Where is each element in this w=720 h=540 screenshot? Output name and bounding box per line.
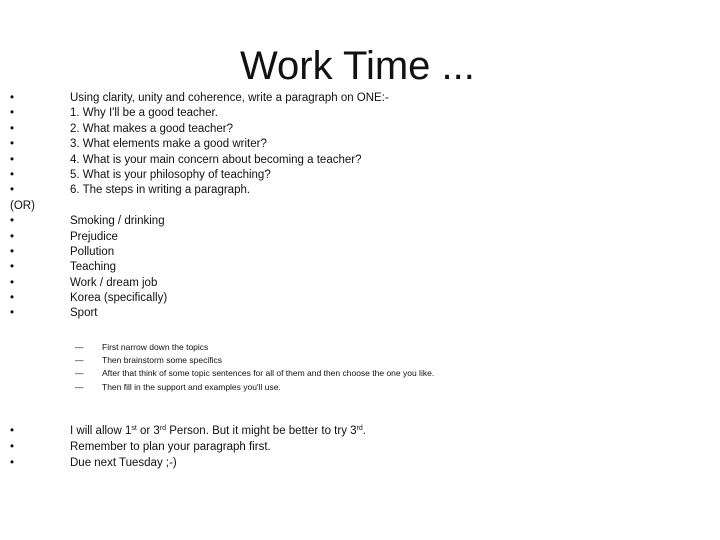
bullet-icon: •: [10, 215, 15, 228]
bullet-icon: •: [10, 138, 15, 151]
bullet-icon: •: [10, 153, 15, 166]
bullet-icon: •: [10, 292, 15, 305]
bullet-icon: •: [10, 184, 15, 197]
bullet-icon: •: [10, 245, 15, 258]
due-note: Due next Tuesday ;-): [70, 457, 177, 470]
bullet-icon: •: [10, 307, 15, 320]
bullet-icon: •: [10, 457, 15, 470]
bullet-icon: •: [10, 425, 15, 437]
bullet-icon: •: [10, 230, 15, 243]
bullet-icon: •: [10, 441, 15, 454]
bullet-icon: •: [10, 92, 15, 104]
plan-note: Remember to plan your paragraph first.: [70, 441, 271, 454]
bullet-icon: •: [10, 107, 15, 120]
dash-icon: —: [75, 342, 84, 352]
slide-title: Work Time ...: [240, 44, 475, 88]
bullet-icon: •: [10, 276, 15, 289]
bullet-icon: •: [10, 168, 15, 181]
person-note: I will allow 1st or 3rd Person. But it might be better to try 3rd.: [70, 425, 366, 437]
bullet-icon: •: [10, 261, 15, 274]
dash-icon: —: [75, 381, 84, 392]
bullet-icon: •: [10, 122, 15, 135]
dash-icon: —: [75, 368, 84, 379]
dash-icon: —: [75, 355, 84, 366]
